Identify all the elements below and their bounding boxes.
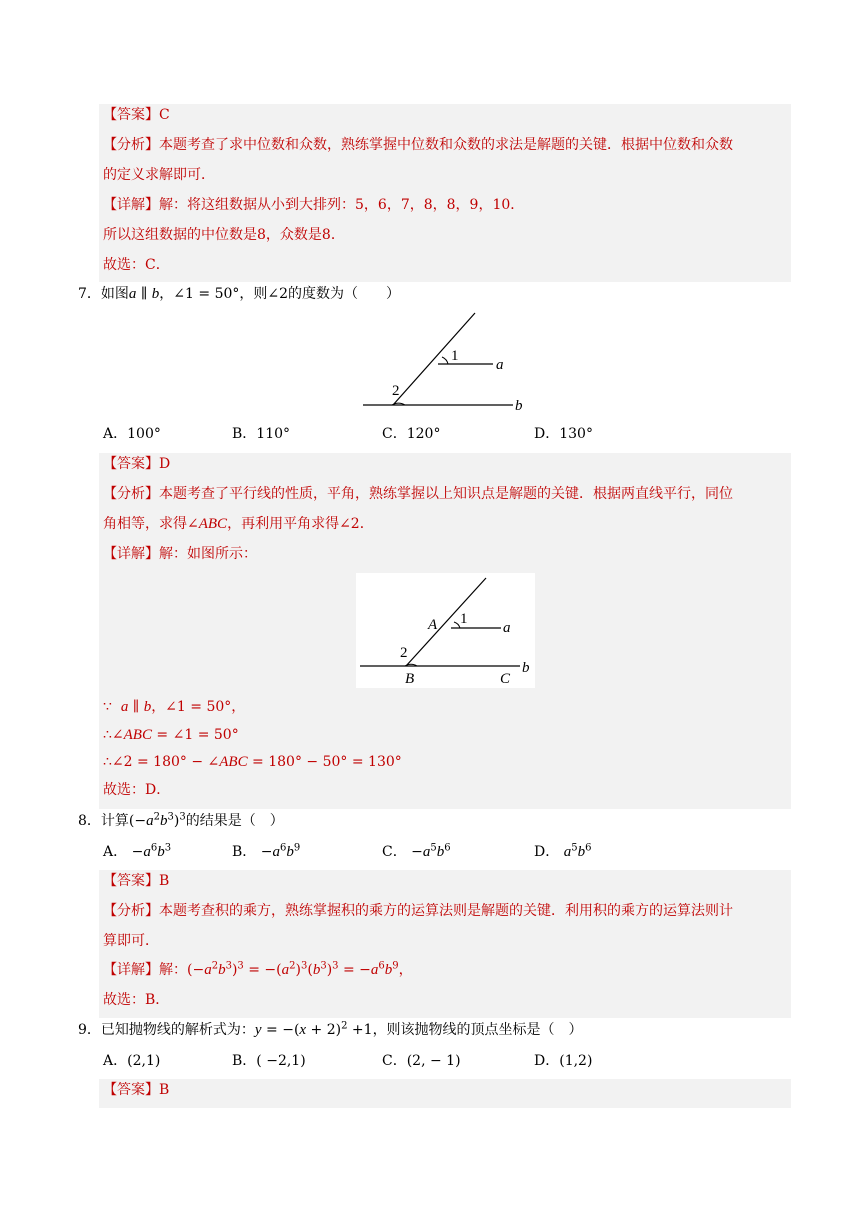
option-text: 120°	[406, 426, 441, 442]
analysis-text: 本题考查积的乘方，熟练掌握积的乘方的运算法则是解题的关键．利用积的乘方的运算法则计	[159, 903, 733, 919]
stem-text: 如图	[100, 286, 129, 302]
detail-label: 【详解】	[103, 962, 159, 978]
q7-detail-intro	[103, 544, 257, 564]
math-b: b	[143, 699, 152, 715]
analysis-text-post: ，再利用平角求得∠2．	[227, 516, 374, 532]
analysis-label: 【分析】	[103, 137, 159, 153]
q8-solution-box	[99, 870, 791, 1018]
q7-choose: 故选：D．	[103, 782, 171, 798]
analysis-text: 本题考查了平行线的性质，平角，熟练掌握以上知识点是解题的关键．根据两直线平行，同位	[159, 486, 733, 502]
q7-step2: ∴∠ABC = ∠1 = 50°	[103, 727, 239, 743]
option-text: (2, − 1)	[406, 1053, 461, 1069]
math-parallel: a	[128, 286, 137, 302]
q8-option-b[interactable]: B． $-a^6b^9$	[232, 842, 301, 860]
angle2-label: 2	[400, 645, 408, 661]
line-b-label: b	[515, 398, 523, 414]
q7-solution-figure	[356, 573, 535, 688]
q7-stem: 7．如图a ∥ b，∠1 = 50°，则∠2的度数为（ ）	[78, 286, 401, 302]
q7-answer	[103, 454, 170, 474]
option-letter: D．	[534, 844, 560, 860]
q6-solution-box	[99, 104, 791, 282]
q6-detail-line2: 所以这组数据的中位数是8，众数是8．	[103, 227, 345, 243]
q8-option-d[interactable]: D． $a^5b^6$	[534, 842, 592, 860]
q8-option-c[interactable]: C． $-a^5b^6$	[382, 842, 451, 860]
q6-detail-line3: 故选：C．	[103, 257, 170, 273]
q9-stem: 9．已知抛物线的解析式为：$y = -(x + 2)^2 +1$，则该抛物线的顶点坐标是（ ）	[78, 1020, 583, 1038]
option-letter: C．	[382, 426, 407, 442]
math-a: a	[146, 813, 154, 829]
q7-option-c[interactable]	[382, 424, 440, 444]
option-letter: C．	[382, 1053, 407, 1069]
analysis-label: 【分析】	[103, 903, 159, 919]
q9-answer	[103, 1080, 169, 1100]
stem-text-post: ，∠1 = 50°，则∠2的度数为（ ）	[159, 286, 401, 302]
option-letter: B．	[232, 426, 257, 442]
detail-label: 【详解】	[103, 546, 159, 562]
angle1-label: 1	[451, 348, 459, 364]
answer-label: 【答案】	[103, 456, 159, 472]
q7-option-b[interactable]	[232, 424, 290, 444]
option-letter: D．	[534, 426, 560, 442]
q6-answer	[103, 105, 170, 125]
math-abc: ABC	[198, 516, 228, 532]
option-text: 130°	[559, 426, 593, 442]
step-text: = ∠1 = 50°	[151, 727, 239, 743]
math-abc: ABC	[219, 754, 248, 770]
angle1-arc	[442, 357, 448, 364]
stem-text-post: ，则该抛物线的顶点坐标是（ ）	[372, 1022, 583, 1038]
q7-step1: ∵ a ∥ b，∠1 = 50°，	[103, 699, 246, 715]
answer-label: 【答案】	[103, 107, 159, 123]
option-letter: B．	[232, 844, 257, 860]
question-number: 7．	[78, 286, 101, 302]
step-text: ∴∠2 = 180° − ∠	[103, 754, 220, 770]
transversal-line	[393, 313, 475, 405]
math-abc: ABC	[123, 727, 152, 743]
line-a-label: a	[503, 620, 511, 636]
q8-detail	[103, 960, 413, 980]
q9-solution-box	[99, 1079, 791, 1108]
option-letter: A．	[103, 844, 128, 860]
analysis-label: 【分析】	[103, 486, 159, 502]
option-text: 110°	[256, 426, 291, 442]
angle2-label: 2	[392, 383, 400, 399]
q6-analysis-line2: 的定义求解即可．	[103, 167, 215, 183]
point-b-label: B	[405, 671, 415, 687]
detail-label: 【详解】	[103, 197, 159, 213]
q7-option-a[interactable]	[103, 424, 161, 444]
step-text: ，∠1 = 50°，	[151, 699, 246, 715]
q7-analysis-line1	[103, 484, 733, 504]
answer-value: B	[159, 873, 170, 889]
q9-option-b[interactable]	[232, 1051, 306, 1071]
option-letter: C．	[382, 844, 407, 860]
detail-text: 解：将这组数据从小到大排列：5，6，7，8，8，9，10．	[159, 197, 525, 213]
q8-option-a[interactable]: A． $-a^6b^3$	[103, 842, 172, 860]
answer-label: 【答案】	[103, 1082, 159, 1098]
option-letter: D．	[534, 1053, 560, 1069]
option-text: 100°	[127, 426, 161, 442]
line-a-label: a	[496, 357, 504, 373]
q7-figure	[355, 308, 535, 418]
detail-text: 解：$(-a^2b^3)^3 = -(a^2)^3(b^3)^3 = -a^6b^9$，	[159, 960, 413, 978]
point-c-label: C	[500, 671, 511, 687]
q9-option-c[interactable]	[382, 1051, 461, 1071]
q7-option-d[interactable]	[534, 424, 593, 444]
q8-analysis-line1	[103, 901, 733, 921]
q6-analysis-line1	[103, 135, 733, 155]
math-b: b	[160, 813, 168, 829]
answer-label: 【答案】	[103, 873, 159, 889]
q9-option-a[interactable]	[103, 1051, 160, 1071]
q8-stem: 8．计算$(-a^2b^3)^3$的结果是（ ）	[78, 811, 284, 829]
detail-text: 解：如图所示：	[159, 546, 257, 562]
option-letter: A．	[103, 426, 128, 442]
analysis-text: 角相等，求得∠	[103, 516, 199, 532]
q8-analysis-line2: 算即可．	[103, 933, 159, 949]
option-text: ( −2,1)	[256, 1053, 306, 1069]
option-letter: A．	[103, 1053, 128, 1069]
answer-value: D	[159, 456, 171, 472]
math-b: b	[151, 286, 160, 302]
option-text: (2,1)	[127, 1053, 161, 1069]
stem-text-post: 的结果是（ ）	[185, 813, 284, 829]
option-text: (1,2)	[559, 1053, 593, 1069]
stem-text: 已知抛物线的解析式为：	[100, 1022, 255, 1038]
answer-value: C	[159, 107, 170, 123]
q7-step3	[103, 752, 402, 772]
line-b-label: b	[522, 660, 530, 676]
q9-option-d[interactable]	[534, 1051, 592, 1071]
q6-detail-line1	[103, 195, 524, 215]
q8-choose: 故选：B．	[103, 992, 170, 1008]
step-text-post: = 180° − 50° = 130°	[247, 754, 402, 770]
stem-text: 计算	[100, 813, 129, 829]
analysis-text: 本题考查了求中位数和众数，熟练掌握中位数和众数的求法是解题的关键．根据中位数和众数	[159, 137, 733, 153]
q8-answer	[103, 871, 169, 891]
question-number: 9．	[78, 1022, 101, 1038]
angle1-label: 1	[460, 611, 468, 627]
answer-value: B	[159, 1082, 170, 1098]
question-number: 8．	[78, 813, 101, 829]
option-letter: B．	[232, 1053, 257, 1069]
math-a: a	[120, 699, 129, 715]
q7-analysis-line2	[103, 514, 374, 534]
detail-prefix: 解：	[159, 962, 187, 978]
point-a-label: A	[428, 617, 438, 633]
